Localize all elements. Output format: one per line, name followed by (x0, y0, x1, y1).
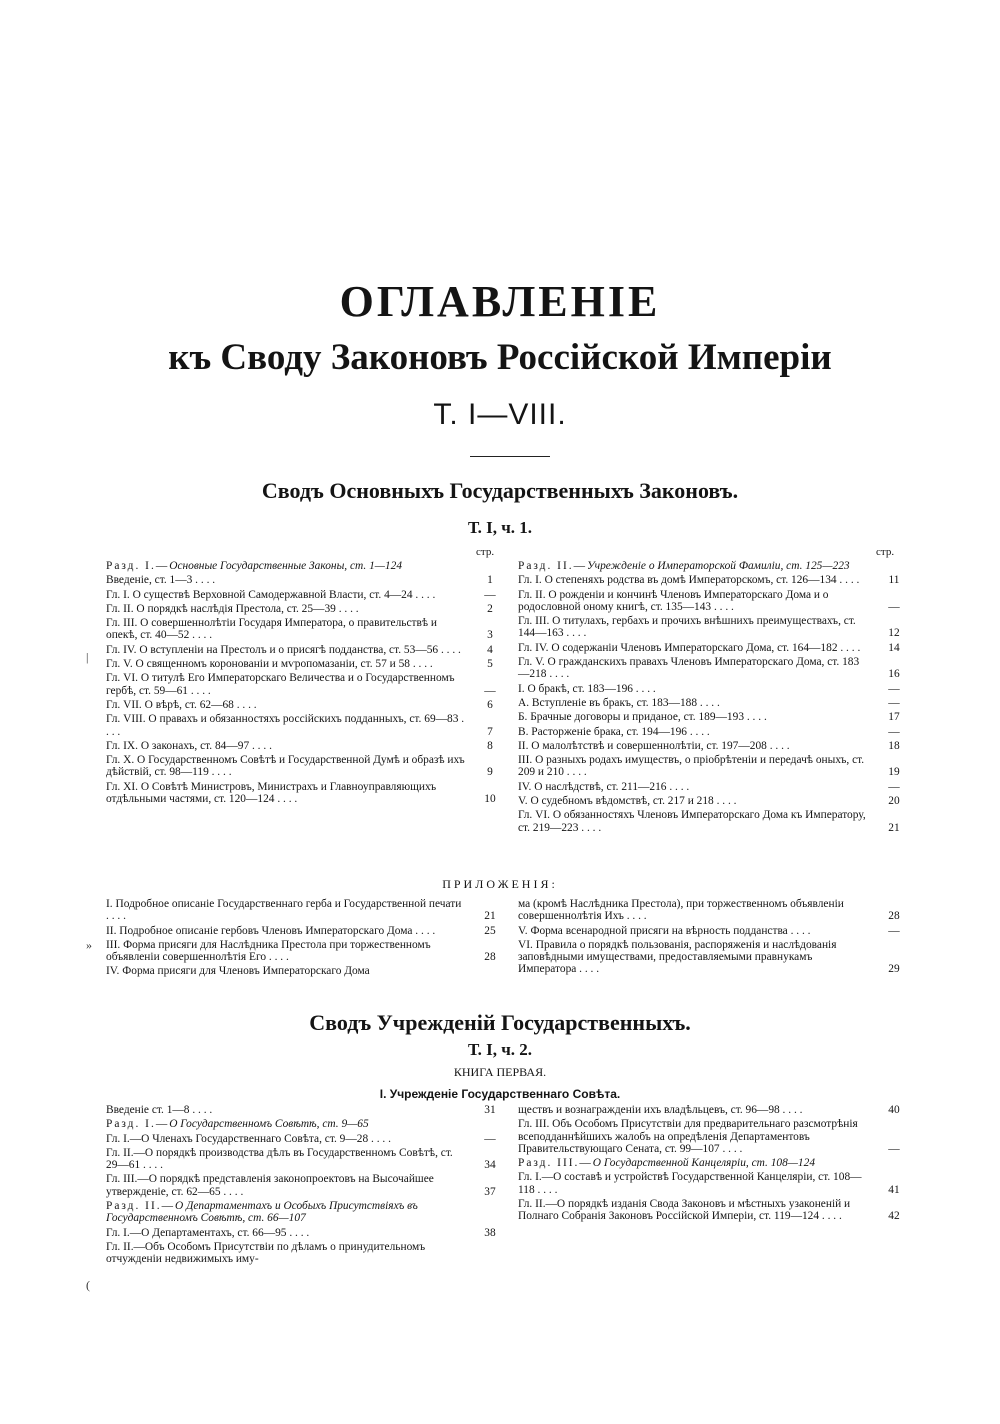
toc-entry-text: Гл. III. Объ Особомъ Присутствiи для предварительнаго разсмотрѣнiя всеподданнѣйшихъ жалобъ на опредѣленiя Департаментовъ Правительствующаго Сената, ст. 99—107 . . . . (518, 1118, 858, 1155)
toc-entry (518, 1157, 906, 1169)
toc-page-number: — (888, 682, 900, 695)
toc-page-number: 28 (484, 951, 496, 964)
toc-entry (106, 617, 502, 642)
toc-entry (518, 711, 906, 723)
toc-entry-text: В. Расторженiе брака, ст. 194—196 . . . . (518, 725, 710, 738)
toc-entry (106, 1118, 502, 1130)
toc-entry-text: Гл. I.—О Членахъ Государственнаго Совѣта, ст. 9—28 . . . . (106, 1132, 391, 1145)
toc-entry-text: Гл. II. О рожденiи и кончинѣ Членовъ Императорскаго Дома и о родословной оному книгѣ, ст. 135—143 . . . . (518, 588, 829, 613)
page-subtitle: къ Своду Законовъ Россiйской Имперiи (168, 337, 832, 378)
toc-entry (106, 560, 502, 572)
toc-page-number: — (888, 725, 900, 738)
toc-entry (518, 795, 906, 807)
appendix-left-column (106, 898, 502, 978)
toc-page-number: 21 (484, 910, 496, 923)
toc-entry-text: IV. Форма присяги для Членовъ Императорскаго Дома (106, 965, 370, 978)
toc-page-number: 17 (888, 711, 900, 724)
toc-entry (106, 898, 502, 923)
page-title: ОГЛАВЛЕНIЕ (339, 277, 661, 326)
toc-entry-text: I. О бракѣ, ст. 183—196 . . . . (518, 682, 656, 695)
section1-left-column (106, 560, 502, 805)
section1-right-column (518, 560, 906, 834)
toc-entry-text: VI. Правила о порядкѣ пользованiя, распоряженiя и наслѣдованiя заповѣдными имуществами, предоставляемыми правнукамъ Императора . . . . (518, 938, 837, 976)
section1-volume: Т. I, ч. 1. (467, 518, 533, 537)
toc-page-number: 20 (888, 795, 900, 808)
toc-entry (518, 1104, 906, 1116)
toc-entry-prefix: Разд. I.— (106, 560, 170, 572)
toc-entry (106, 574, 502, 586)
toc-entry-text: А. Вступленiе въ бракъ, ст. 183—188 . . . . (518, 696, 720, 709)
toc-page-number: — (888, 1142, 900, 1155)
toc-page-number: — (888, 924, 900, 937)
toc-page-number: — (888, 780, 900, 793)
toc-entry-prefix: Разд. I.— (106, 1118, 170, 1131)
toc-page-number: 7 (487, 725, 493, 738)
volume-range: Т. I—VIII. (433, 398, 567, 431)
page-column-header-left: стр. (476, 546, 495, 558)
toc-entry-prefix: Разд. II.— (106, 1200, 175, 1213)
toc-entry-text: II. Подробное описанiе гербовъ Членовъ Императорскаго Дома . . . . (106, 924, 436, 937)
toc-page-number: 25 (484, 924, 496, 937)
toc-entry-text: О Государственномъ Совѣтѣ, ст. 9—65 (169, 1118, 369, 1131)
toc-page-number: 38 (484, 1226, 496, 1239)
toc-entry (518, 1118, 906, 1155)
toc-page-number: 10 (484, 793, 496, 806)
toc-page-number: 16 (888, 668, 900, 681)
toc-entry-text: Гл. IV. О содержанiи Членовъ Императорскаго Дома, ст. 164—182 . . . . (518, 641, 861, 654)
toc-entry (518, 754, 906, 779)
section2-right-column (518, 1104, 906, 1223)
toc-entry (518, 615, 906, 640)
section2-left-column (106, 1104, 502, 1266)
toc-entry-text: Гл. I. О степеняхъ родства въ домѣ Императорскомъ, ст. 126—134 . . . . (518, 574, 860, 587)
toc-entry-text: Б. Брачные договоры и приданое, ст. 189—193 . . . . (518, 711, 767, 724)
section1-title: Сводъ Основныхъ Государственныхъ Законовъ. (261, 478, 739, 503)
toc-entry (106, 1173, 502, 1198)
toc-entry (106, 1147, 502, 1172)
toc-entry-text: Гл. I.—О Департаментахъ, ст. 66—95 . . . . (106, 1226, 310, 1239)
toc-entry-text: Гл. II.—Объ Особомъ Присутствiи по дѣламъ о принудительномъ отчужденiи недвижимыхъ иму- (106, 1240, 426, 1266)
margin-mark: ( (86, 1278, 90, 1292)
toc-page-number: 11 (888, 574, 900, 587)
title-divider (470, 456, 550, 457)
margin-mark: | (86, 650, 89, 664)
toc-page-number: — (888, 696, 900, 709)
toc-entry (106, 925, 502, 937)
toc-entry-text: Гл. III. О титулахъ, гербахъ и прочихъ внѣшнихъ преимуществахъ, ст. 144—163 . . . . (518, 615, 856, 640)
section2-title: Сводъ Учрежденiй Государственныхъ. (309, 1010, 691, 1035)
section2-volume: Т. I, ч. 2. (467, 1040, 533, 1059)
toc-entry-prefix: Разд. II.— (518, 560, 587, 572)
toc-page-number: — (484, 684, 496, 697)
toc-entry (106, 658, 502, 670)
toc-entry-text: Гл. II.—О порядкѣ изданiя Свода Законовъ и мѣстныхъ узаконенiй и Полнаго Собранiя Законовъ Россiйской Имперiи, ст. 119—124 . . . . (518, 1198, 851, 1223)
toc-entry-text: Гл. II.—О порядкѣ производства дѣлъ въ Государственномъ Совѣтѣ, ст. 29—61 . . . . (106, 1146, 453, 1172)
toc-entry (106, 672, 502, 697)
chapter-title: I. Учрежденiе Государственнаго Совѣта. (379, 1087, 621, 1101)
toc-page-number: 9 (487, 766, 493, 779)
toc-entry-text: О Департаментахъ и Особыхъ Присутствiяхъ въ Государственномъ Совѣтѣ, ст. 66—107 (106, 1200, 418, 1225)
toc-entry-text: III. О разныхъ родахъ имуществъ, о прiобрѣтенiи и передачѣ оныхъ, ст. 209 и 210 . . . . (518, 754, 865, 779)
book-label: КНИГА ПЕРВАЯ. (453, 1065, 547, 1079)
toc-entry (518, 898, 906, 923)
toc-page-number: 4 (487, 643, 493, 656)
toc-entry-text: Гл. III.—О порядкѣ представленiя законопроектовъ на Высочайшее утвержденiе, ст. 62—65 . . . . (106, 1173, 434, 1198)
toc-entry-prefix: Разд. III.— (518, 1157, 593, 1170)
toc-page-number: — (888, 600, 900, 613)
toc-entry (518, 740, 906, 752)
toc-page-number: 3 (487, 629, 493, 642)
toc-entry (106, 603, 502, 615)
toc-entry (518, 560, 906, 572)
page-column-header-right: стр. (876, 546, 895, 558)
margin-mark: » (86, 938, 92, 952)
toc-entry-text: Введенiе, ст. 1—3 . . . . (106, 574, 216, 587)
toc-entry (518, 656, 906, 681)
toc-page-number: 5 (487, 658, 493, 671)
toc-entry-text: Гл. V. О священномъ коронованiи и мѵропомазанiи, ст. 57 и 58 . . . . (106, 658, 433, 671)
toc-entry-text: I. Подробное описанiе Государственнаго герба и Государственной печати . . . . (106, 898, 462, 923)
toc-entry (106, 1200, 502, 1225)
toc-page-number: 29 (888, 963, 900, 976)
toc-entry (518, 683, 906, 695)
toc-entry (518, 781, 906, 793)
toc-page-number: 19 (888, 766, 900, 779)
toc-entry (106, 740, 502, 752)
toc-entry (518, 809, 906, 834)
toc-page-number: 6 (487, 698, 493, 711)
toc-entry (106, 713, 502, 738)
toc-page-number: — (484, 1132, 496, 1145)
toc-entry-text: Гл. VI. О титулѣ Его Императорскаго Величества и о Государственномъ гербѣ, ст. 59—61 . . . . (106, 672, 455, 697)
toc-entry-text: Гл. XI. О Совѣтѣ Министровъ, Министрахъ и Главноуправляющихъ отдѣльными частями, ст. 120—124 . . . . (106, 780, 437, 806)
toc-entry (106, 699, 502, 711)
toc-page-number: 8 (487, 739, 493, 752)
toc-page-number: 41 (888, 1183, 900, 1196)
toc-entry (518, 1171, 906, 1196)
toc-entry-text: Гл. VIII. О правахъ и обязанностяхъ россiйскихъ подданныхъ, ст. 69—83 . . . . (106, 713, 465, 738)
toc-page-number: 21 (888, 821, 900, 834)
toc-entry (106, 644, 502, 656)
toc-entry (106, 589, 502, 601)
toc-entry-text: III. Форма присяги для Наслѣдника Престола при торжественномъ объявленiи совершеннолѣтiя Его . . . . (106, 938, 431, 964)
toc-page-number: 18 (888, 739, 900, 752)
toc-entry-text: О Государственной Канцелярiи, ст. 108—124 (592, 1157, 816, 1170)
toc-entry (106, 1241, 502, 1266)
appendix-title: ПРИЛОЖЕНIЯ: (442, 877, 558, 891)
toc-entry-text: Гл. III. О совершеннолѣтiи Государя Императора, о правительствѣ и опекѣ, ст. 40—52 . . . . (106, 617, 437, 642)
toc-entry-text: Гл. IX. О законахъ, ст. 84—97 . . . . (106, 739, 272, 752)
toc-entry (106, 754, 502, 779)
toc-entry-text: Введенiе ст. 1—8 . . . . (106, 1104, 213, 1116)
toc-entry-text: IV. О наслѣдствѣ, ст. 211—216 . . . . (518, 780, 690, 793)
toc-entry-text: V. Форма всенародной присяги на вѣрность подданства . . . . (518, 924, 811, 937)
toc-page-number: 34 (484, 1159, 496, 1172)
toc-entry (106, 1133, 502, 1145)
toc-page-number: 40 (888, 1104, 900, 1116)
toc-entry-text: Основные Государственные Законы, ст. 1—124 (169, 560, 403, 572)
toc-entry (518, 925, 906, 937)
toc-entry-text: Гл. I. О существѣ Верховной Самодержавной Власти, ст. 4—24 . . . . (106, 588, 436, 601)
toc-entry-text: ма (кромѣ Наслѣдника Престола), при торжественномъ объявленiи совершеннолѣтiя Ихъ . . . . (518, 898, 844, 923)
toc-entry (518, 574, 906, 586)
toc-page-number: 2 (487, 602, 493, 615)
toc-entry (518, 939, 906, 976)
toc-entry (518, 697, 906, 709)
toc-page-number: — (484, 588, 496, 601)
appendix-right-column (518, 898, 906, 976)
toc-entry-text: Гл. VI. О обязанностяхъ Членовъ Императорскаго Дома къ Императору, ст. 219—223 . . . . (518, 809, 866, 834)
toc-page-number: 37 (484, 1185, 496, 1198)
toc-entry-text: Гл. II. О порядкѣ наслѣдiя Престола, ст. 25—39 . . . . (106, 602, 359, 615)
toc-entry-text: Учрежденiе о Императорской Фамилiи, ст. 125—223 (587, 560, 850, 572)
toc-entry (106, 781, 502, 806)
toc-entry-text: ществъ и вознагражденiи ихъ владѣльцевъ, ст. 96—98 . . . . (518, 1104, 803, 1116)
toc-entry-text: II. О малолѣтствѣ и совершеннолѣтiи, ст. 197—208 . . . . (518, 739, 790, 752)
toc-entry (106, 939, 502, 964)
toc-entry (518, 726, 906, 738)
toc-entry (518, 589, 906, 614)
toc-entry (518, 642, 906, 654)
toc-entry-text: Гл. VII. О вѣрѣ, ст. 62—68 . . . . (106, 698, 257, 711)
toc-entry-text: V. О судебномъ вѣдомствѣ, ст. 217 и 218 . . . . (518, 795, 737, 808)
toc-entry-text: Гл. I.—О составѣ и устройствѣ Государственной Канцелярiи, ст. 108—118 . . . . (518, 1171, 862, 1196)
toc-entry-text: Гл. X. О Государственномъ Совѣтѣ и Государственной Думѣ и образѣ ихъ дѣйствiй, ст. 98—119 . . . . (106, 754, 465, 779)
toc-entry (106, 1104, 502, 1116)
toc-entry-text: Гл. IV. О вступленiи на Престолъ и о присягѣ подданства, ст. 53—56 . . . . (106, 643, 461, 656)
toc-page-number: 1 (487, 574, 493, 587)
toc-entry (106, 965, 502, 977)
toc-entry (106, 1227, 502, 1239)
toc-page-number: 31 (484, 1104, 496, 1116)
toc-entry-text: Гл. V. О гражданскихъ правахъ Членовъ Императорскаго Дома, ст. 183—218 . . . . (518, 656, 860, 681)
toc-page-number: 14 (888, 641, 900, 654)
toc-entry (518, 1198, 906, 1223)
toc-page-number: 42 (888, 1210, 900, 1223)
toc-page-number: 28 (888, 910, 900, 923)
toc-page-number: 12 (888, 627, 900, 640)
